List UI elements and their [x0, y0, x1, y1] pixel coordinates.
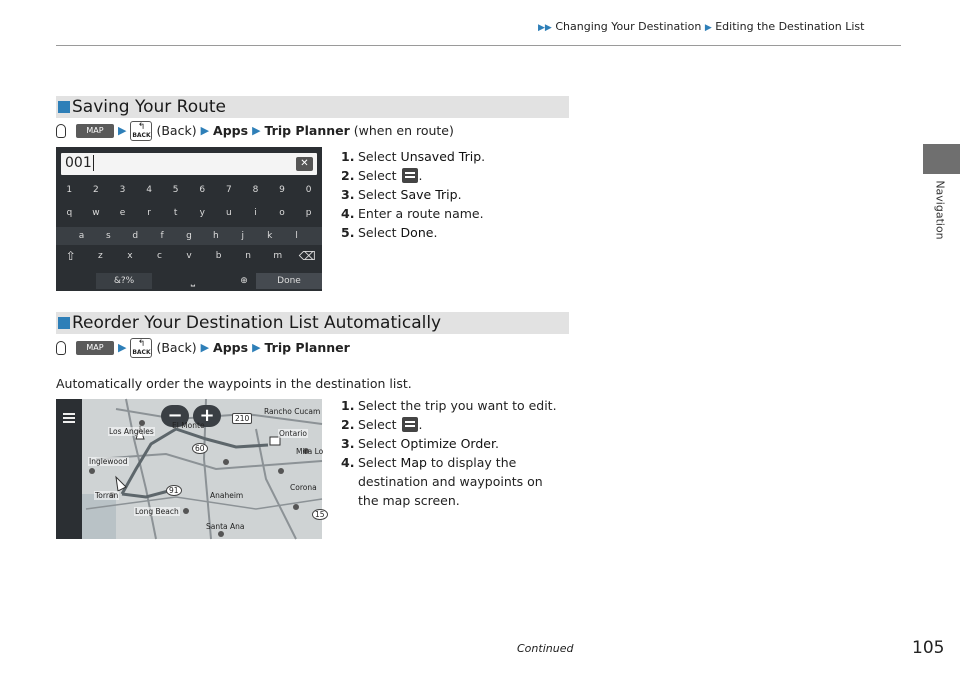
map-city-label: Ontario	[279, 429, 307, 438]
reorder-steps	[341, 396, 571, 510]
symbols-key: &?%	[96, 273, 152, 289]
step-item: 3. Select Save Trip.	[341, 187, 462, 202]
map-city-label: Corona	[290, 483, 317, 492]
step-item: 5. Select Done.	[341, 225, 438, 240]
keyboard-row-zxcv: ⇧ z x c v b n m ⌫	[56, 251, 322, 263]
section-square-icon	[58, 101, 70, 113]
keyboard-row-asdf: a s d f g h j k l	[56, 227, 322, 245]
menu-icon	[402, 168, 418, 183]
back-button-icon: ↰ BACK	[132, 122, 151, 139]
page-number: 105	[912, 638, 945, 658]
hand-touch-icon	[56, 124, 66, 138]
breadcrumb-item-1: Changing Your Destination	[555, 20, 702, 33]
map-city-label: Santa Ana	[206, 522, 245, 531]
map-city-label: Anaheim	[210, 491, 244, 500]
zoom-out-icon: −	[161, 405, 189, 427]
menu-icon	[63, 413, 75, 423]
space-key-icon: ⎵	[190, 274, 196, 287]
keyboard-bottom-row	[56, 271, 322, 291]
section-heading-saving-route	[56, 96, 569, 118]
done-key: Done	[256, 273, 322, 289]
shift-key-icon: ⇧	[65, 249, 76, 263]
step-item: 4. Select Map to display the destination and waypoints on the map screen.	[341, 455, 543, 508]
map-city-label: El Monte	[172, 421, 205, 430]
apps-label: Apps	[213, 340, 249, 355]
arrow-icon: ▶	[200, 124, 210, 137]
route-badge: 210	[232, 413, 252, 424]
step-item: 2. Select .	[341, 417, 423, 432]
keyboard-screenshot	[56, 147, 322, 291]
trip-planner-label: Trip Planner	[264, 340, 350, 355]
map-city-label: Inglewood	[89, 457, 128, 466]
section-title: Reorder Your Destination List Automatically	[72, 313, 442, 333]
back-button-icon: ↰ BACK	[132, 339, 151, 356]
zoom-in-icon: +	[193, 405, 221, 427]
description-text: Automatically order the waypoints in the destination list.	[56, 376, 412, 391]
step-item: 2. Select .	[341, 168, 423, 183]
arrow-icon: ▶	[200, 341, 210, 354]
map-button-icon: MAP	[76, 124, 114, 138]
keyboard-row-qwerty: q w e r t y u i o p	[66, 208, 312, 218]
continued-label: Continued	[517, 642, 574, 655]
trip-planner-label: Trip Planner	[264, 123, 350, 138]
map-city-label: Torran	[95, 491, 119, 500]
route-badge: 15	[312, 509, 328, 520]
hand-touch-icon	[56, 341, 66, 355]
apps-label: Apps	[213, 123, 249, 138]
breadcrumb-arrow-icon: ▶▶	[538, 23, 552, 33]
menu-path	[56, 121, 454, 141]
backspace-key-icon: ⌫	[298, 249, 316, 263]
side-tab-label: Navigation	[933, 180, 947, 240]
arrow-icon: ▶	[252, 124, 261, 137]
breadcrumb	[538, 20, 864, 33]
header-rule	[56, 45, 901, 46]
step-item: 1. Select Unsaved Trip.	[341, 149, 486, 164]
route-badge: 60	[192, 443, 208, 454]
menu-path	[56, 338, 350, 358]
arrow-icon: ▶	[252, 341, 261, 354]
step-item: 1. Select the trip you want to edit.	[341, 398, 557, 413]
clear-input-icon: ✕	[296, 157, 313, 171]
keyboard-row-numbers: 1 2 3 4 5 6 7 8 9 0	[66, 185, 312, 195]
map-city-label: Mira Lo	[296, 447, 324, 456]
map-roads	[56, 399, 322, 539]
route-name-input: 001 ✕	[61, 153, 317, 175]
path-suffix: (when en route)	[353, 123, 454, 138]
breadcrumb-arrow-icon: ▶	[704, 23, 712, 33]
map-city-label: Rancho Cucam	[264, 407, 321, 416]
saving-route-steps	[341, 147, 561, 242]
side-tab-marker	[923, 144, 960, 174]
back-label: (Back)	[156, 123, 197, 138]
language-key-icon: ⊕	[240, 276, 248, 286]
map-city-label: Long Beach	[135, 507, 179, 516]
section-heading-reorder	[56, 312, 569, 334]
map-button-icon: MAP	[76, 341, 114, 355]
map-sidebar	[56, 399, 82, 539]
map-screenshot	[56, 399, 325, 539]
route-badge: 91	[166, 485, 182, 496]
breadcrumb-item-2: Editing the Destination List	[715, 20, 865, 33]
arrow-icon: ▶	[118, 341, 127, 354]
back-label: (Back)	[156, 340, 197, 355]
arrow-icon: ▶	[118, 124, 127, 137]
step-item: 4. Enter a route name.	[341, 206, 484, 221]
menu-icon	[402, 417, 418, 432]
section-square-icon	[58, 317, 70, 329]
map-city-label: Los Angeles	[109, 427, 154, 436]
section-title: Saving Your Route	[72, 97, 227, 117]
step-item: 3. Select Optimize Order.	[341, 436, 499, 451]
